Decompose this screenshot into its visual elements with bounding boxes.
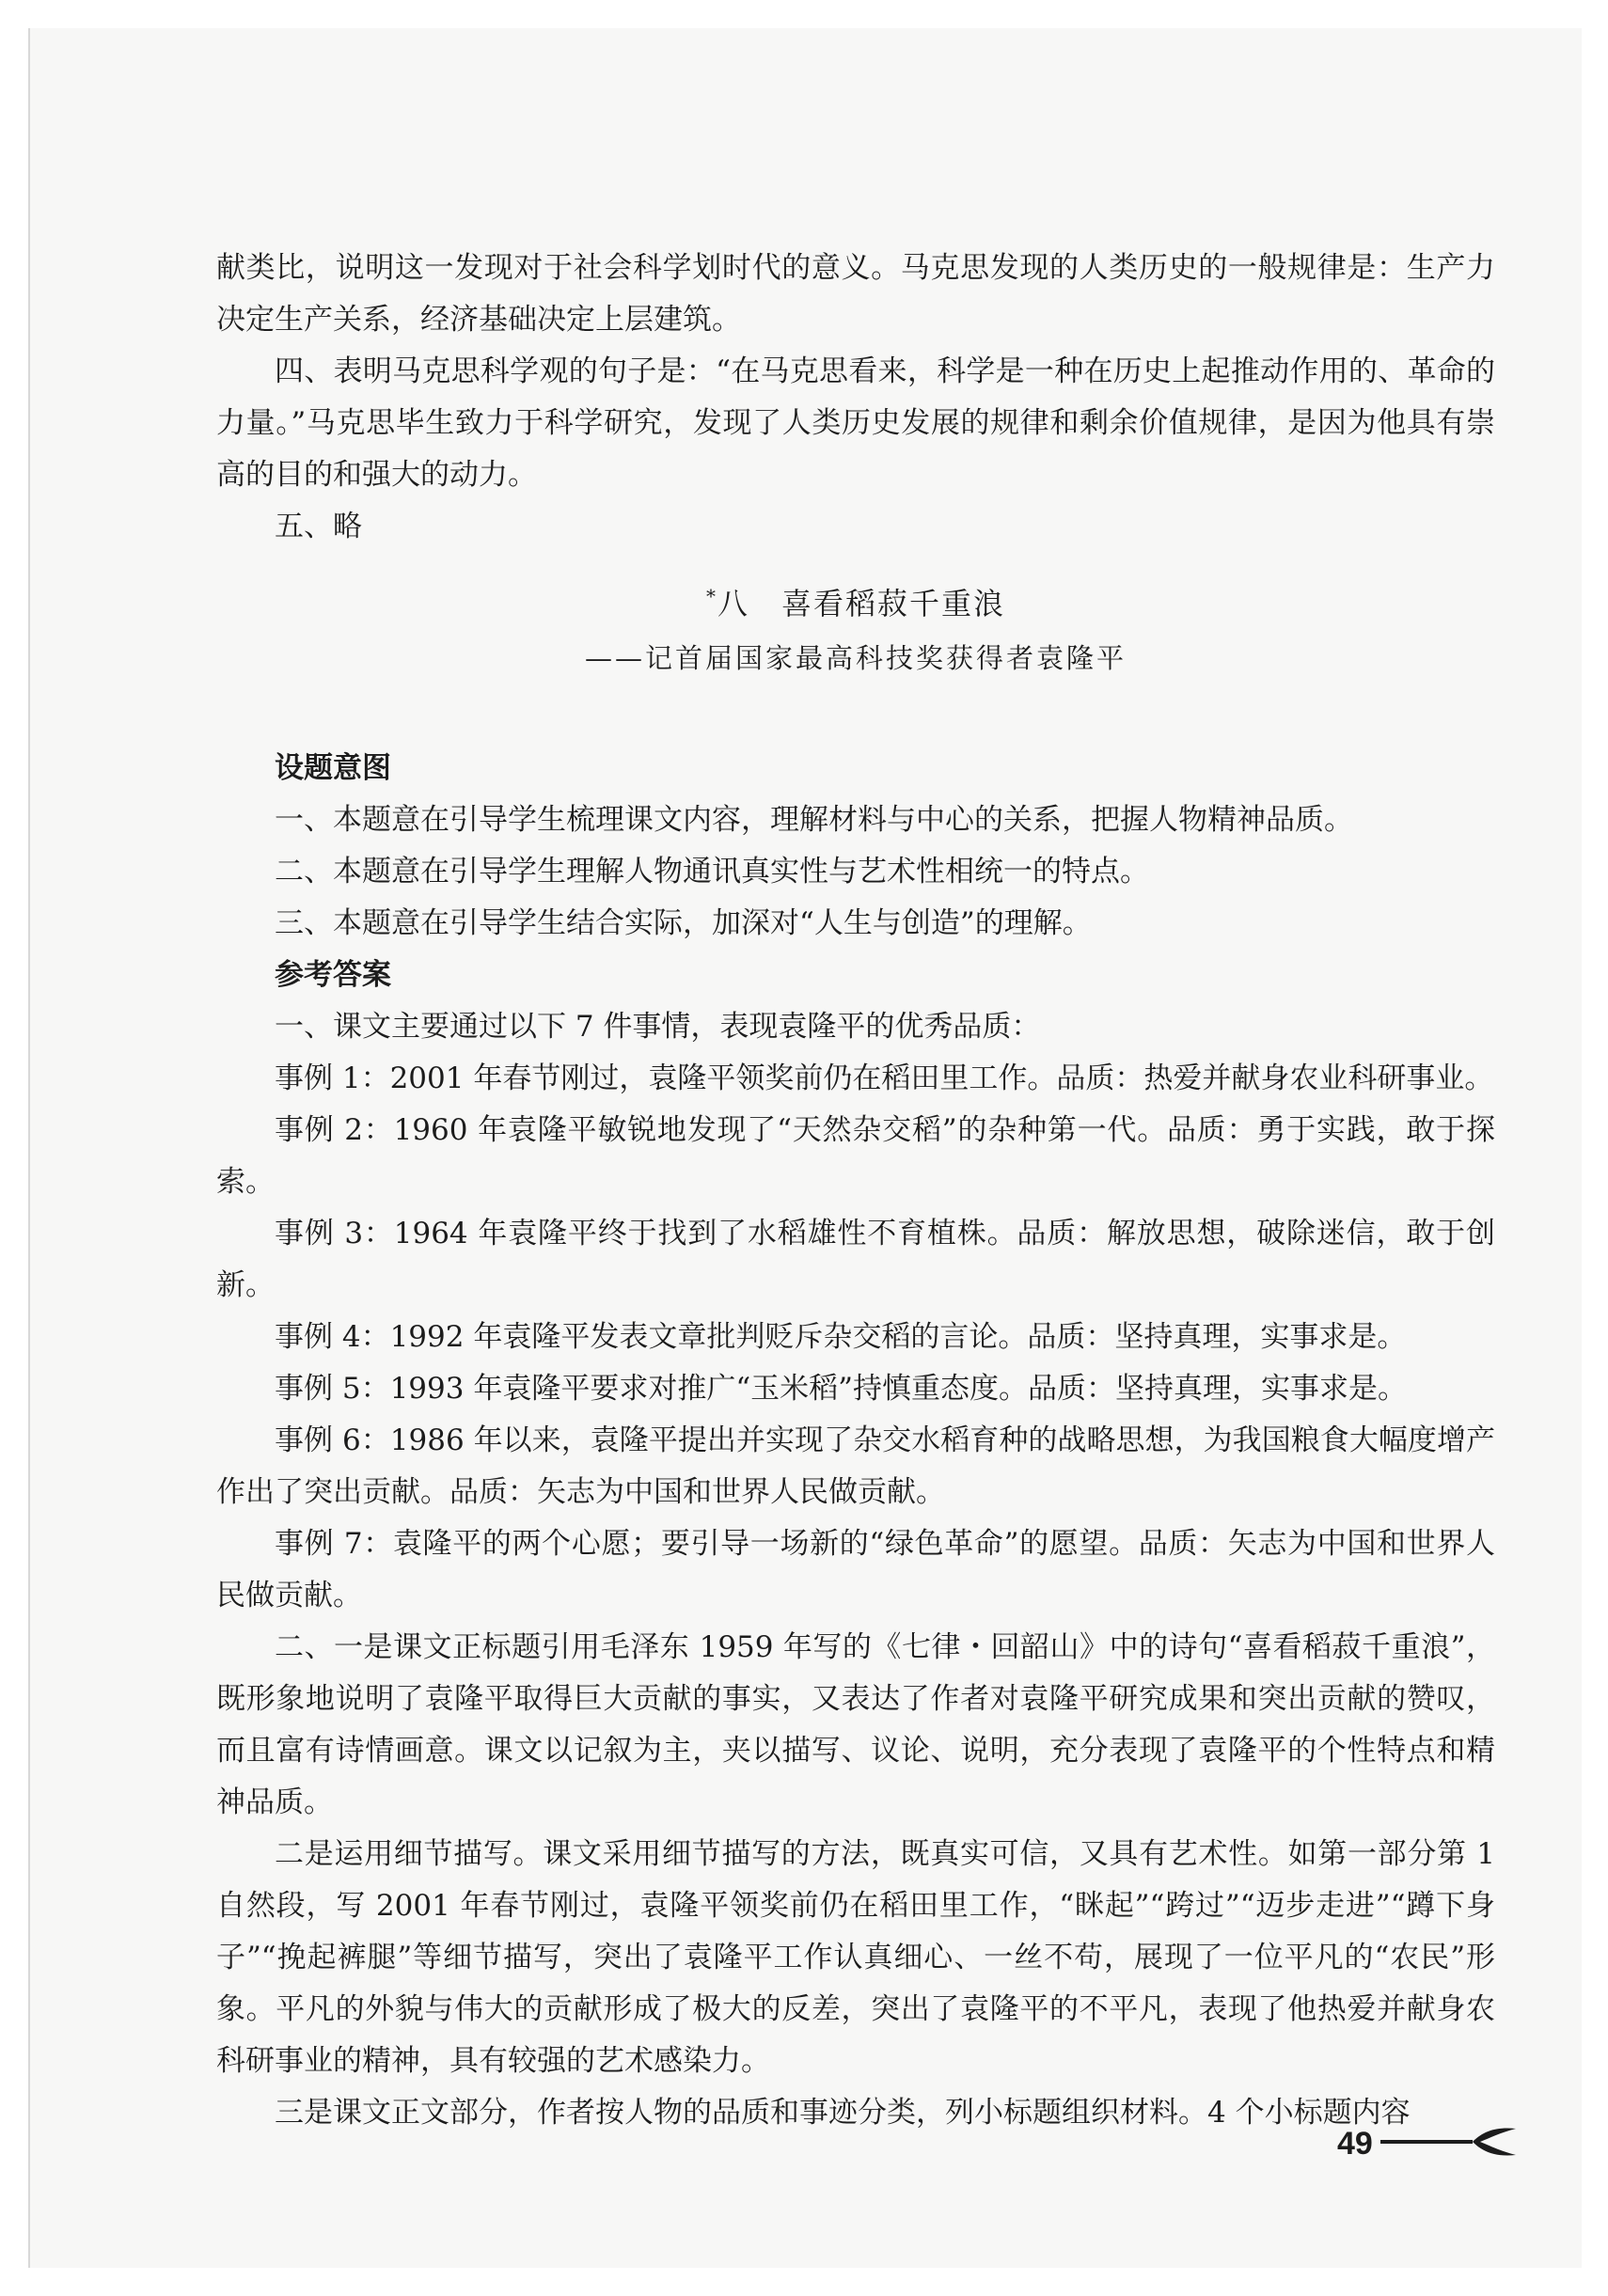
answer-paragraph: 二是运用细节描写。课文采用细节描写的方法，既真实可信，又具有艺术性。如第一部分第 1 自然段，写 2001 年春节刚过，袁隆平领奖前仍在稻田里工作，“眯起”“跨过”“迈步走进”“蹲下身子”“挽起裤腿”等细节描写，突出了袁隆平工作认真细心、一丝不苟，展现了一位平凡的“农民”形象。平凡的外貌与伟大的贡献形成了极大的反差，突出了袁隆平的不平凡，表现了他热爱并献身农科研事业的精神，具有较强的艺术感染力。 bbox=[216, 1837, 1495, 2078]
lesson-subtitle: ——记首届国家最高科技奖获得者袁隆平 bbox=[584, 642, 1127, 674]
page-content bbox=[216, 243, 1495, 2139]
intent-heading: 设题意图 bbox=[275, 751, 391, 785]
paragraph-science-view: 四、表明马克思科学观的句子是：“在马克思看来，科学是一种在历史上起推动作用的、革命的力量。”马克思毕生致力于科学研究，发现了人类历史发展的规律和剩余价值规律，是因为他具有崇高的目的和强大的动力。 bbox=[216, 354, 1495, 492]
paragraph-omitted: 五、略 bbox=[275, 510, 362, 543]
paragraph-continuation: 献类比，说明这一发现对于社会科学划时代的意义。马克思发现的人类历史的一般规律是：生产力决定生产关系，经济基础决定上层建筑。 bbox=[216, 251, 1495, 337]
answer-paragraph: 一、课文主要通过以下 7 件事情，表现袁隆平的优秀品质： bbox=[275, 1010, 1041, 1044]
answer-paragraph: 事例 3：1964 年袁隆平终于找到了水稻雄性不育植株。品质：解放思想，破除迷信，敢于创新。 bbox=[216, 1217, 1495, 1302]
lesson-title: *八 喜看稻菽千重浪 bbox=[705, 585, 1005, 621]
answer-paragraph: 三是课文正文部分，作者按人物的品质和事迹分类，列小标题组织材料。4 个小标题内容 bbox=[275, 2096, 1411, 2130]
answers-heading: 参考答案 bbox=[275, 958, 391, 992]
optional-lesson-marker: * bbox=[705, 585, 717, 607]
answer-paragraph: 事例 2：1960 年袁隆平敏锐地发现了“天然杂交稻”的杂种第一代。品质：勇于实践，敢于探索。 bbox=[216, 1113, 1495, 1199]
answer-paragraph: 二、一是课文正标题引用毛泽东 1959 年写的《七律・回韶山》中的诗句“喜看稻菽千重浪”，既形象地说明了袁隆平取得巨大贡献的事实，又表达了作者对袁隆平研究成果和突出贡献的赞叹，而且富有诗情画意。课文以记叙为主，夹以描写、议论、说明，充分表现了袁隆平的个性特点和精神品质。 bbox=[216, 1630, 1495, 1819]
answer-paragraph: 事例 7：袁隆平的两个心愿；要引导一场新的“绿色革命”的愿望。品质：矢志为中国和世界人民做贡献。 bbox=[216, 1527, 1495, 1612]
answer-paragraph: 事例 5：1993 年袁隆平要求对推广“玉米稻”持慎重态度。品质：坚持真理，实事求是。 bbox=[275, 1372, 1408, 1406]
page-sheet bbox=[28, 28, 1582, 2268]
page-footer bbox=[1337, 2123, 1520, 2165]
intent-item: 三、本题意在引导学生结合实际，加深对“人生与创造”的理解。 bbox=[275, 906, 1092, 940]
quill-ornament-icon bbox=[1379, 2123, 1520, 2165]
answer-paragraph: 事例 6：1986 年以来，袁隆平提出并实现了杂交水稻育种的战略思想，为我国粮食大幅度增产作出了突出贡献。品质：矢志为中国和世界人民做贡献。 bbox=[216, 1423, 1495, 1509]
intent-item: 一、本题意在引导学生梳理课文内容，理解材料与中心的关系，把握人物精神品质。 bbox=[275, 803, 1353, 837]
lesson-title-block bbox=[216, 568, 1495, 684]
page-number: 49 bbox=[1337, 2126, 1373, 2162]
answer-paragraph: 事例 1：2001 年春节刚过，袁隆平领奖前仍在稻田里工作。品质：热爱并献身农业科研事业。 bbox=[275, 1062, 1494, 1095]
intent-item: 二、本题意在引导学生理解人物通讯真实性与艺术性相统一的特点。 bbox=[275, 855, 1149, 889]
answer-paragraph: 事例 4：1992 年袁隆平发表文章批判贬斥杂交稻的言论。品质：坚持真理，实事求是。 bbox=[275, 1320, 1407, 1354]
